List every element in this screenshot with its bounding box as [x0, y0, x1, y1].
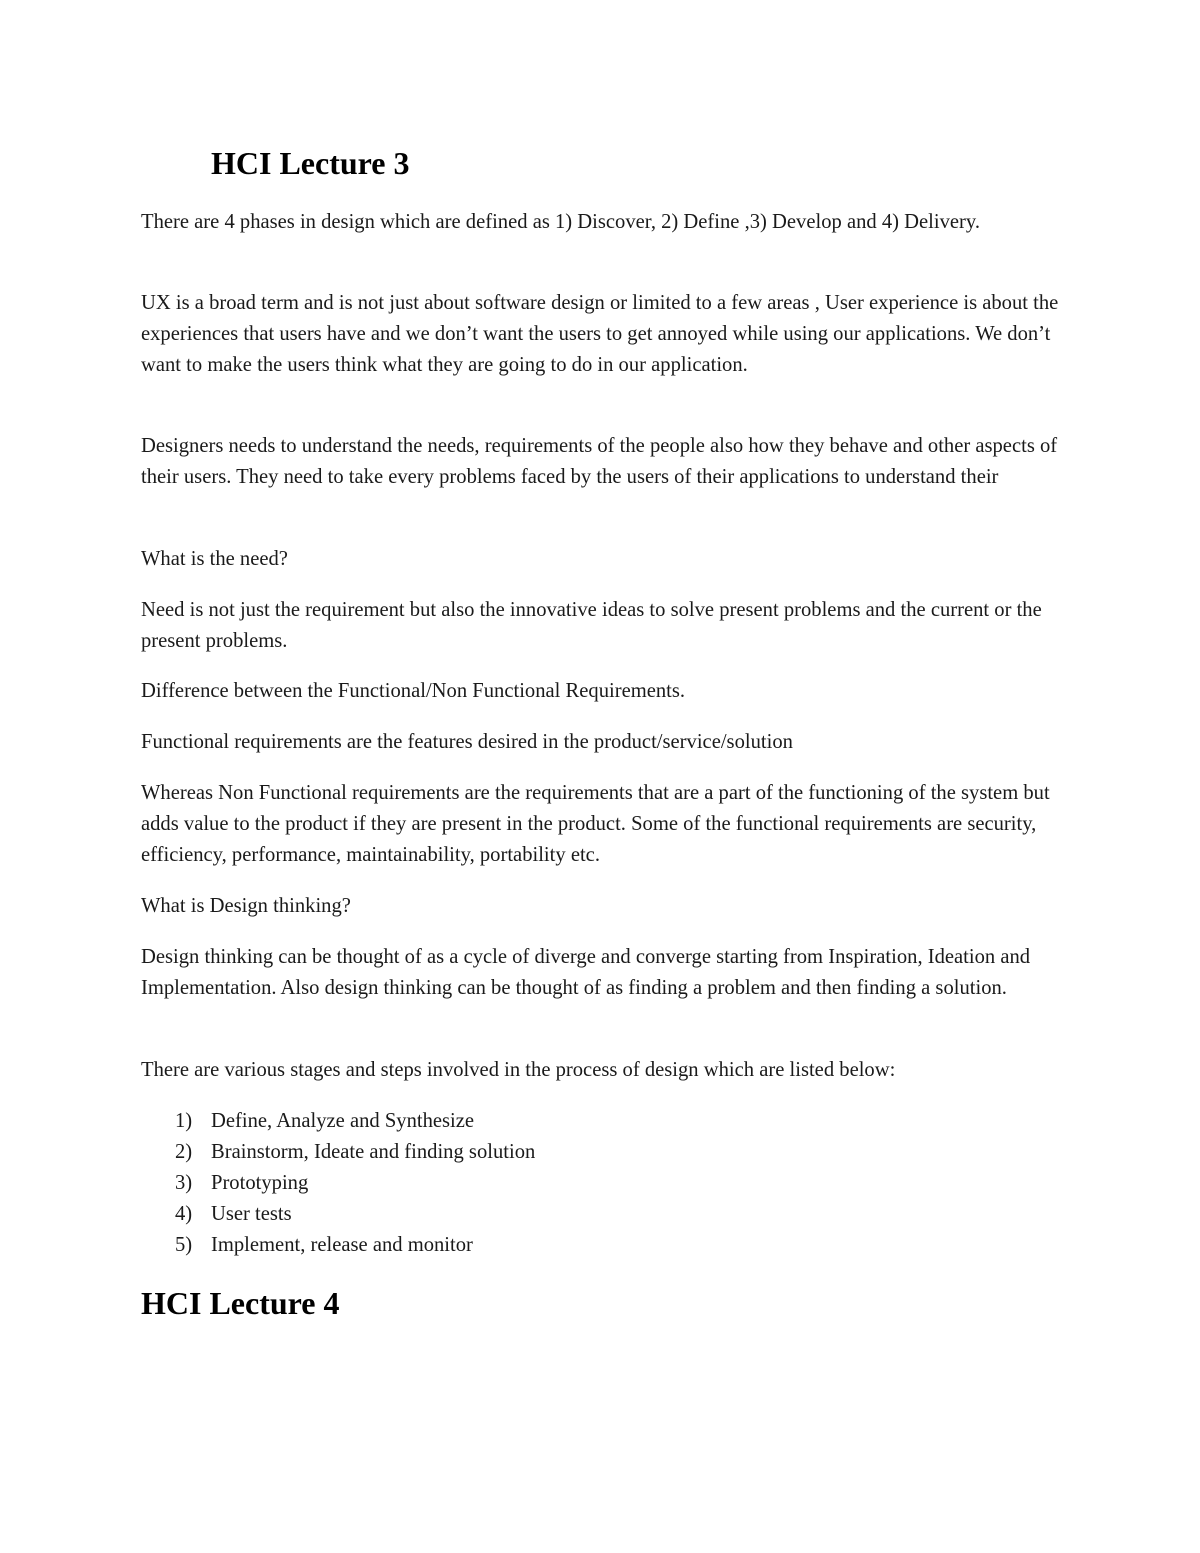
list-item-text: Prototyping — [211, 1172, 309, 1194]
heading-functional-difference: Difference between the Functional/Non Functional Requirements. — [141, 680, 686, 702]
list-item-text: Brainstorm, Ideate and finding solution — [211, 1141, 536, 1163]
question-what-is-need: What is the need? — [141, 548, 288, 570]
list-item-number: 5) — [175, 1234, 193, 1256]
paragraph-ux-definition: UX is a broad term and is not just about software design or limited to a few areas , User experience is about the experiences that users have and we don’t want the users to get annoyed while using our applications. We don’t want to make the users think what they are going to do in our application. — [141, 292, 1059, 376]
paragraph-designers-needs: Designers needs to understand the needs, requirements of the people also how they behave and other aspects of their users. They need to take every problems faced by the users of their applications to understand their — [141, 435, 1058, 488]
list-item — [141, 1106, 535, 1137]
list-item-text: User tests — [211, 1203, 292, 1225]
lecture-3-title: HCI Lecture 3 — [211, 145, 410, 181]
list-item-number: 1) — [175, 1110, 193, 1132]
list-item — [141, 1137, 535, 1168]
list-item — [141, 1168, 535, 1199]
list-item-number: 3) — [175, 1172, 193, 1194]
paragraph-non-functional-requirements: Whereas Non Functional requirements are the requirements that are a part of the functioning of the system but adds value to the product if they are present in the product. Some of the functional requirements are security, efficiency, performance, maintainability, portability etc. — [141, 782, 1050, 866]
paragraph-design-thinking: Design thinking can be thought of as a cycle of diverge and converge starting from Inspiration, Ideation and Implementation. Also design thinking can be thought of as finding a problem and then finding a solution. — [141, 946, 1031, 999]
list-item — [141, 1230, 535, 1261]
list-item-text: Implement, release and monitor — [211, 1234, 473, 1256]
question-design-thinking: What is Design thinking? — [141, 895, 351, 917]
design-steps-list — [141, 1106, 535, 1261]
list-item-number: 2) — [175, 1141, 193, 1163]
paragraph-design-phases: There are 4 phases in design which are defined as 1) Discover, 2) Define ,3) Develop and 4) Delivery. — [141, 211, 981, 233]
list-item-text: Define, Analyze and Synthesize — [211, 1110, 475, 1132]
paragraph-functional-requirements: Functional requirements are the features desired in the product/service/solution — [141, 731, 793, 753]
list-item-number: 4) — [175, 1203, 193, 1225]
lecture-4-title: HCI Lecture 4 — [141, 1285, 340, 1321]
paragraph-need-definition: Need is not just the requirement but also the innovative ideas to solve present problems and the current or the present problems. — [141, 599, 1042, 652]
list-item — [141, 1199, 535, 1230]
paragraph-stages-intro: There are various stages and steps involved in the process of design which are listed below: — [141, 1059, 896, 1081]
